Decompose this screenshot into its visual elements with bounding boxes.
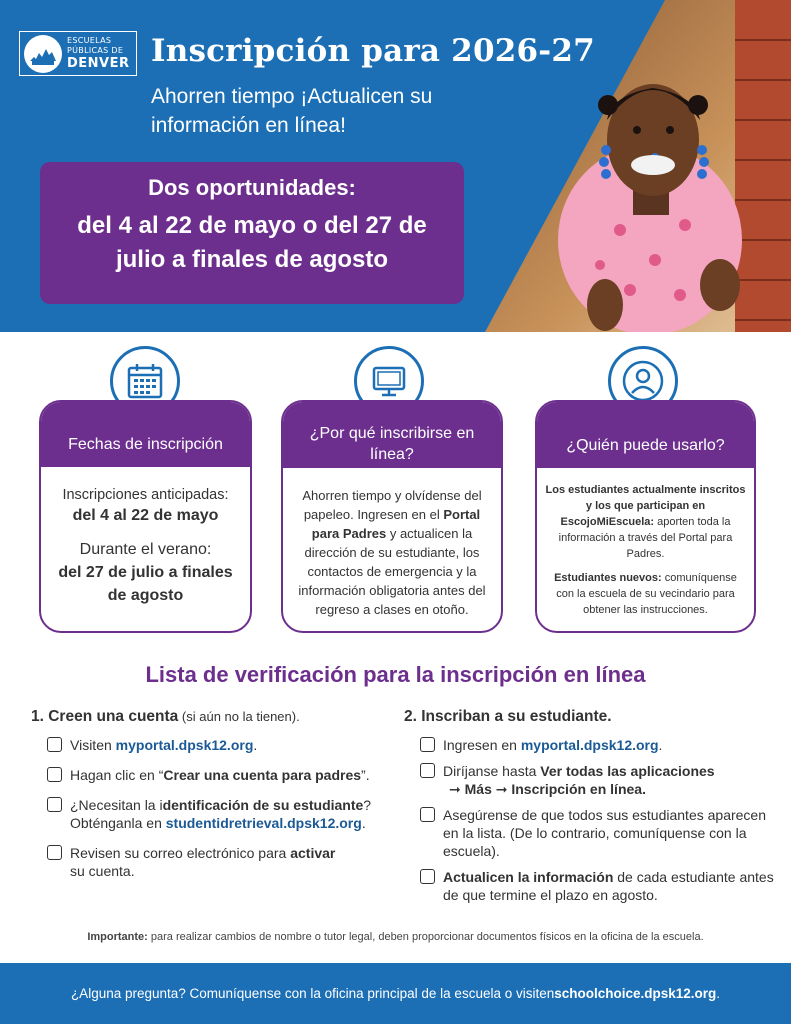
item-bold: Actualicen la información [443, 869, 614, 885]
logo-text [67, 37, 130, 70]
opportunities-heading: Dos oportunidades: [148, 175, 356, 200]
early-dates: del 4 al 22 de mayo [72, 507, 219, 524]
item-text: Diríjanse hasta [443, 763, 541, 779]
item-text: ? [363, 797, 372, 813]
checklist-title: Lista de verificación para la inscripción en línea [145, 662, 646, 687]
myportal-link[interactable]: myportal.dpsk12.org [115, 737, 254, 753]
card-body [41, 487, 250, 607]
checklist-item [47, 736, 401, 754]
card-body [283, 468, 501, 619]
item-bold: Ver todas las aplicaciones [540, 763, 715, 779]
important-label: Importante: [87, 931, 148, 943]
checklist-item [47, 844, 401, 880]
footer-text: ¿Alguna pregunta? Comuníquense con la oficina principal de la escuela o visiten [70, 986, 555, 1001]
item-text: . [658, 737, 663, 753]
checkbox[interactable] [420, 737, 435, 752]
current-students-label: Los estudiantes actualmente inscritos y los que participan en EscojoMiEscuela: [545, 484, 746, 528]
important-note [0, 931, 791, 943]
summer-dates: del 27 de julio a finales de agosto [58, 564, 233, 604]
opportunities-box [40, 162, 464, 304]
logo-line-1: ESCUELAS [67, 36, 112, 45]
footer-bar [0, 963, 791, 1024]
header-banner [0, 0, 791, 332]
myportal-link[interactable]: myportal.dpsk12.org [520, 737, 659, 753]
checkbox[interactable] [420, 763, 435, 778]
page-subtitle: Ahorren tiempo ¡Actualicen su información en línea! [151, 85, 433, 137]
item-text: Visiten [70, 737, 116, 753]
item-text: Hagan clic en “ [70, 767, 164, 783]
checkbox[interactable] [47, 767, 62, 782]
checklist-column-register-student [404, 708, 774, 916]
item-text: Ingresen en [443, 737, 521, 753]
parent-portal-term: Portal para Padres [311, 507, 481, 541]
item-text: Obténganla en [70, 815, 166, 831]
checkbox[interactable] [420, 869, 435, 884]
important-text: para realizar cambios de nombre o tutor legal, deben proporcionar documentos físicos en la oficina de la escuela. [147, 931, 704, 943]
logo-line-3: DENVER [67, 56, 130, 71]
card-registration-dates [39, 400, 252, 633]
navigation-path: ➞ Más ➞ Inscripción en línea. [449, 781, 646, 797]
why-text-a: Ahorren tiempo y olvídense del papeleo. Ingresen en el [302, 488, 482, 522]
item-bold: Crear una cuenta para padres [163, 767, 362, 783]
item-text: de cada estudiante antes de que termine el plazo en agosto. [443, 869, 774, 903]
step-1-note: (si aún no la tienen). [178, 709, 300, 724]
checkbox[interactable] [47, 845, 62, 860]
step-1-heading [31, 708, 401, 726]
checklist-item [47, 796, 401, 832]
page-title: Inscripción para 2026-27 [151, 33, 595, 69]
why-text-b: y actualicen la dirección de su estudiante, los contactos de emergencia y la información obligatoria antes del regreso a clases en otoño. [298, 526, 486, 617]
checkbox[interactable] [420, 807, 435, 822]
new-students-rest: comuníquense con la escuela de su vecindario para obtener las instrucciones. [556, 572, 737, 616]
checklist-item [420, 736, 774, 754]
item-text: ¿Necesitan la i [70, 797, 163, 813]
logo-line-2: PÚBLICAS DE [67, 46, 124, 55]
card-heading: ¿Por qué inscribirse en línea? [283, 402, 501, 468]
card-why-online [281, 400, 503, 633]
item-text: ”. [361, 767, 370, 783]
footer-end: . [716, 986, 721, 1001]
new-students-text [545, 570, 746, 618]
item-text: Asegúrense de que todos sus estudiantes aparecen en la lista. (De lo contrario, comuníquense con la escuela). [443, 807, 767, 859]
step-1-title: 1. Creen una cuenta [31, 708, 179, 725]
checklist-item [420, 762, 774, 798]
card-heading: Fechas de inscripción [41, 402, 250, 467]
current-students-text [545, 482, 746, 562]
step-2-heading: 2. Inscriban a su estudiante. [404, 708, 612, 725]
skyline-logo-icon [24, 35, 62, 73]
checklist-item [420, 806, 774, 860]
new-students-label: Estudiantes nuevos: [554, 572, 662, 584]
opportunities-dates: del 4 al 22 de mayo o del 27 de julio a finales de agosto [77, 212, 427, 273]
checklist-item [420, 868, 774, 904]
item-text: su cuenta. [70, 863, 135, 879]
checklist-item [47, 766, 401, 784]
studentid-link[interactable]: studentidretrieval.dpsk12.org [165, 815, 362, 831]
current-students-rest: aporten toda la información a través del Portal para Padres. [558, 516, 733, 560]
checklist-column-create-account [31, 708, 401, 892]
item-text: . [361, 815, 366, 831]
checkbox[interactable] [47, 797, 62, 812]
item-bold: dentificación de su estudiante [162, 797, 364, 813]
summer-label: Durante el verano: [79, 541, 212, 558]
item-text: . [253, 737, 258, 753]
card-heading: ¿Quién puede usarlo? [537, 402, 754, 468]
schoolchoice-link[interactable]: schoolchoice.dpsk12.org [554, 986, 717, 1001]
early-label: Inscripciones anticipadas: [62, 487, 229, 503]
card-who-can-use [535, 400, 756, 633]
item-bold: activar [290, 845, 336, 861]
item-text: Revisen su correo electrónico para [70, 845, 291, 861]
card-body [537, 468, 754, 618]
dps-logo [19, 31, 137, 76]
checkbox[interactable] [47, 737, 62, 752]
